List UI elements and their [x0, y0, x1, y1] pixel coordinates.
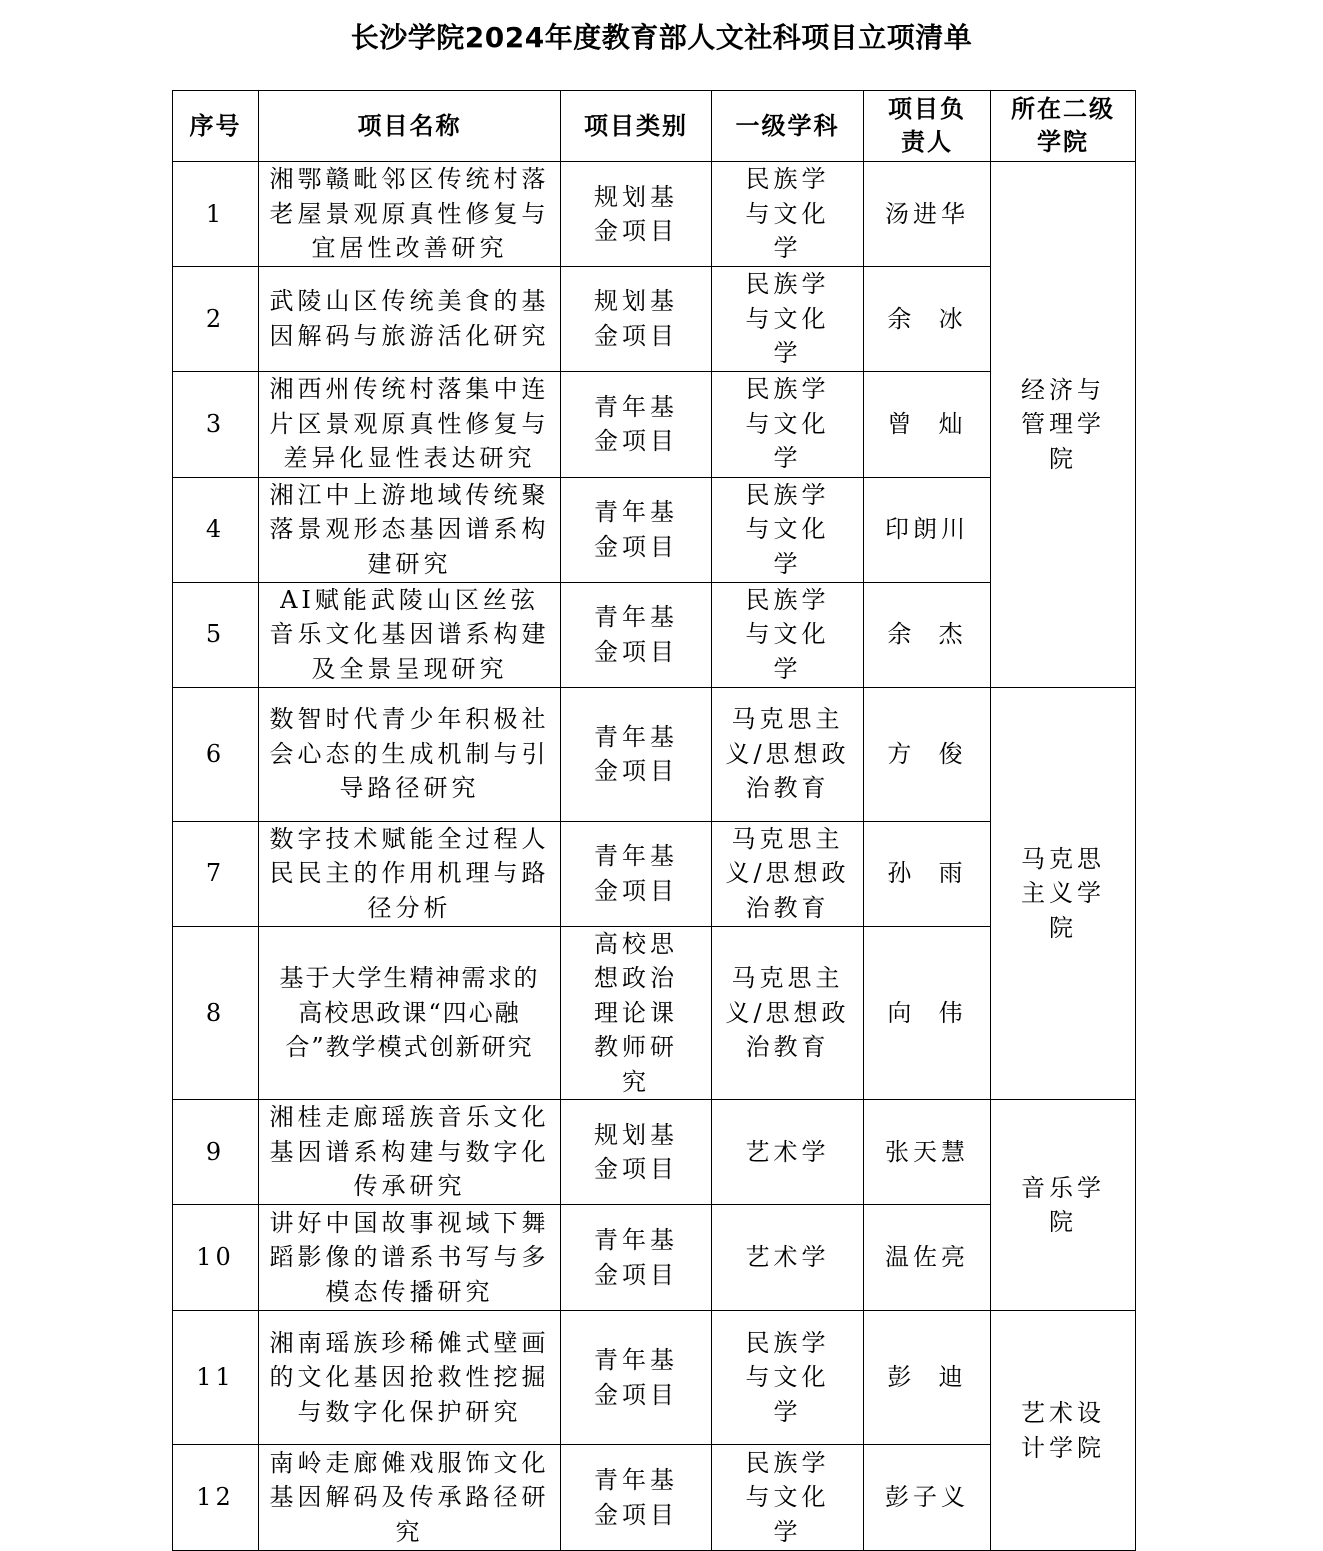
row-leader: 印朗川	[864, 477, 991, 582]
row-category: 青年基金项目	[561, 1445, 712, 1551]
header-row	[173, 91, 1136, 162]
row-no: 3	[173, 371, 259, 477]
row-leader: 余 杰	[864, 582, 991, 687]
row-discipline: 艺术学	[712, 1100, 864, 1205]
row-no: 6	[173, 687, 259, 821]
row-discipline: 民族学与文化学	[712, 1311, 864, 1445]
header-college: 所在二级学院	[991, 91, 1136, 162]
row-category: 规划基金项目	[561, 1100, 712, 1205]
row-no: 2	[173, 267, 259, 372]
row-name: 湘桂走廊瑶族音乐文化基因谱系构建与数字化传承研究	[259, 1100, 561, 1205]
row-name: 讲好中国故事视域下舞蹈影像的谱系书写与多模态传播研究	[259, 1205, 561, 1311]
row-category: 高校思想政治理论课教师研究	[561, 926, 712, 1100]
row-name: 武陵山区传统美食的基因解码与旅游活化研究	[259, 267, 561, 372]
row-category: 青年基金项目	[561, 582, 712, 687]
header-discipline: 一级学科	[712, 91, 864, 162]
row-leader: 彭子义	[864, 1445, 991, 1551]
row-leader: 汤进华	[864, 162, 991, 267]
row-leader: 彭 迪	[864, 1311, 991, 1445]
row-leader: 张天慧	[864, 1100, 991, 1205]
row-no: 10	[173, 1205, 259, 1311]
row-category: 青年基金项目	[561, 821, 712, 926]
row-leader: 孙 雨	[864, 821, 991, 926]
row-category: 青年基金项目	[561, 687, 712, 821]
row-name: 湘鄂赣毗邻区传统村落老屋景观原真性修复与宜居性改善研究	[259, 162, 561, 267]
row-category: 青年基金项目	[561, 477, 712, 582]
row-no: 11	[173, 1311, 259, 1445]
row-leader: 余 冰	[864, 267, 991, 372]
header-no: 序号	[173, 91, 259, 162]
row-no: 5	[173, 582, 259, 687]
row-category: 青年基金项目	[561, 1311, 712, 1445]
table-row	[173, 1100, 1136, 1205]
row-name: 湘南瑶族珍稀傩式壁画的文化基因抢救性挖掘与数字化保护研究	[259, 1311, 561, 1445]
row-category: 规划基金项目	[561, 267, 712, 372]
row-discipline: 民族学与文化学	[712, 582, 864, 687]
project-table	[172, 90, 1136, 1551]
table-row	[173, 1311, 1136, 1445]
row-discipline: 艺术学	[712, 1205, 864, 1311]
row-no: 1	[173, 162, 259, 267]
row-discipline: 民族学与文化学	[712, 162, 864, 267]
row-no: 12	[173, 1445, 259, 1551]
header-leader: 项目负责人	[864, 91, 991, 162]
row-discipline: 马克思主义/思想政治教育	[712, 926, 864, 1100]
row-name: 湘西州传统村落集中连片区景观原真性修复与差异化显性表达研究	[259, 371, 561, 477]
row-discipline: 民族学与文化学	[712, 371, 864, 477]
row-no: 9	[173, 1100, 259, 1205]
row-leader: 温佐亮	[864, 1205, 991, 1311]
college-cell: 艺术设计学院	[991, 1311, 1136, 1551]
header-name: 项目名称	[259, 91, 561, 162]
row-discipline: 民族学与文化学	[712, 1445, 864, 1551]
page-title: 长沙学院2024年度教育部人文社科项目立项清单	[350, 21, 973, 54]
college-cell: 马克思主义学院	[991, 687, 1136, 1100]
row-category: 青年基金项目	[561, 371, 712, 477]
row-leader: 曾 灿	[864, 371, 991, 477]
row-no: 7	[173, 821, 259, 926]
row-leader: 方 俊	[864, 687, 991, 821]
row-category: 青年基金项目	[561, 1205, 712, 1311]
row-name: 基于大学生精神需求的高校思政课“四心融合”教学模式创新研究	[259, 926, 561, 1100]
row-name: 南岭走廊傩戏服饰文化基因解码及传承路径研究	[259, 1445, 561, 1551]
row-category: 规划基金项目	[561, 162, 712, 267]
college-cell: 音乐学院	[991, 1100, 1136, 1311]
row-name: AI赋能武陵山区丝弦音乐文化基因谱系构建及全景呈现研究	[259, 582, 561, 687]
row-no: 4	[173, 477, 259, 582]
header-category: 项目类别	[561, 91, 712, 162]
row-name: 数智时代青少年积极社会心态的生成机制与引导路径研究	[259, 687, 561, 821]
table-row	[173, 687, 1136, 821]
row-no: 8	[173, 926, 259, 1100]
row-discipline: 马克思主义/思想政治教育	[712, 821, 864, 926]
table-row	[173, 162, 1136, 267]
row-discipline: 民族学与文化学	[712, 477, 864, 582]
row-leader: 向 伟	[864, 926, 991, 1100]
row-name: 湘江中上游地域传统聚落景观形态基因谱系构建研究	[259, 477, 561, 582]
row-discipline: 民族学与文化学	[712, 267, 864, 372]
college-cell: 经济与管理学院	[991, 162, 1136, 688]
row-discipline: 马克思主义/思想政治教育	[712, 687, 864, 821]
row-name: 数字技术赋能全过程人民民主的作用机理与路径分析	[259, 821, 561, 926]
